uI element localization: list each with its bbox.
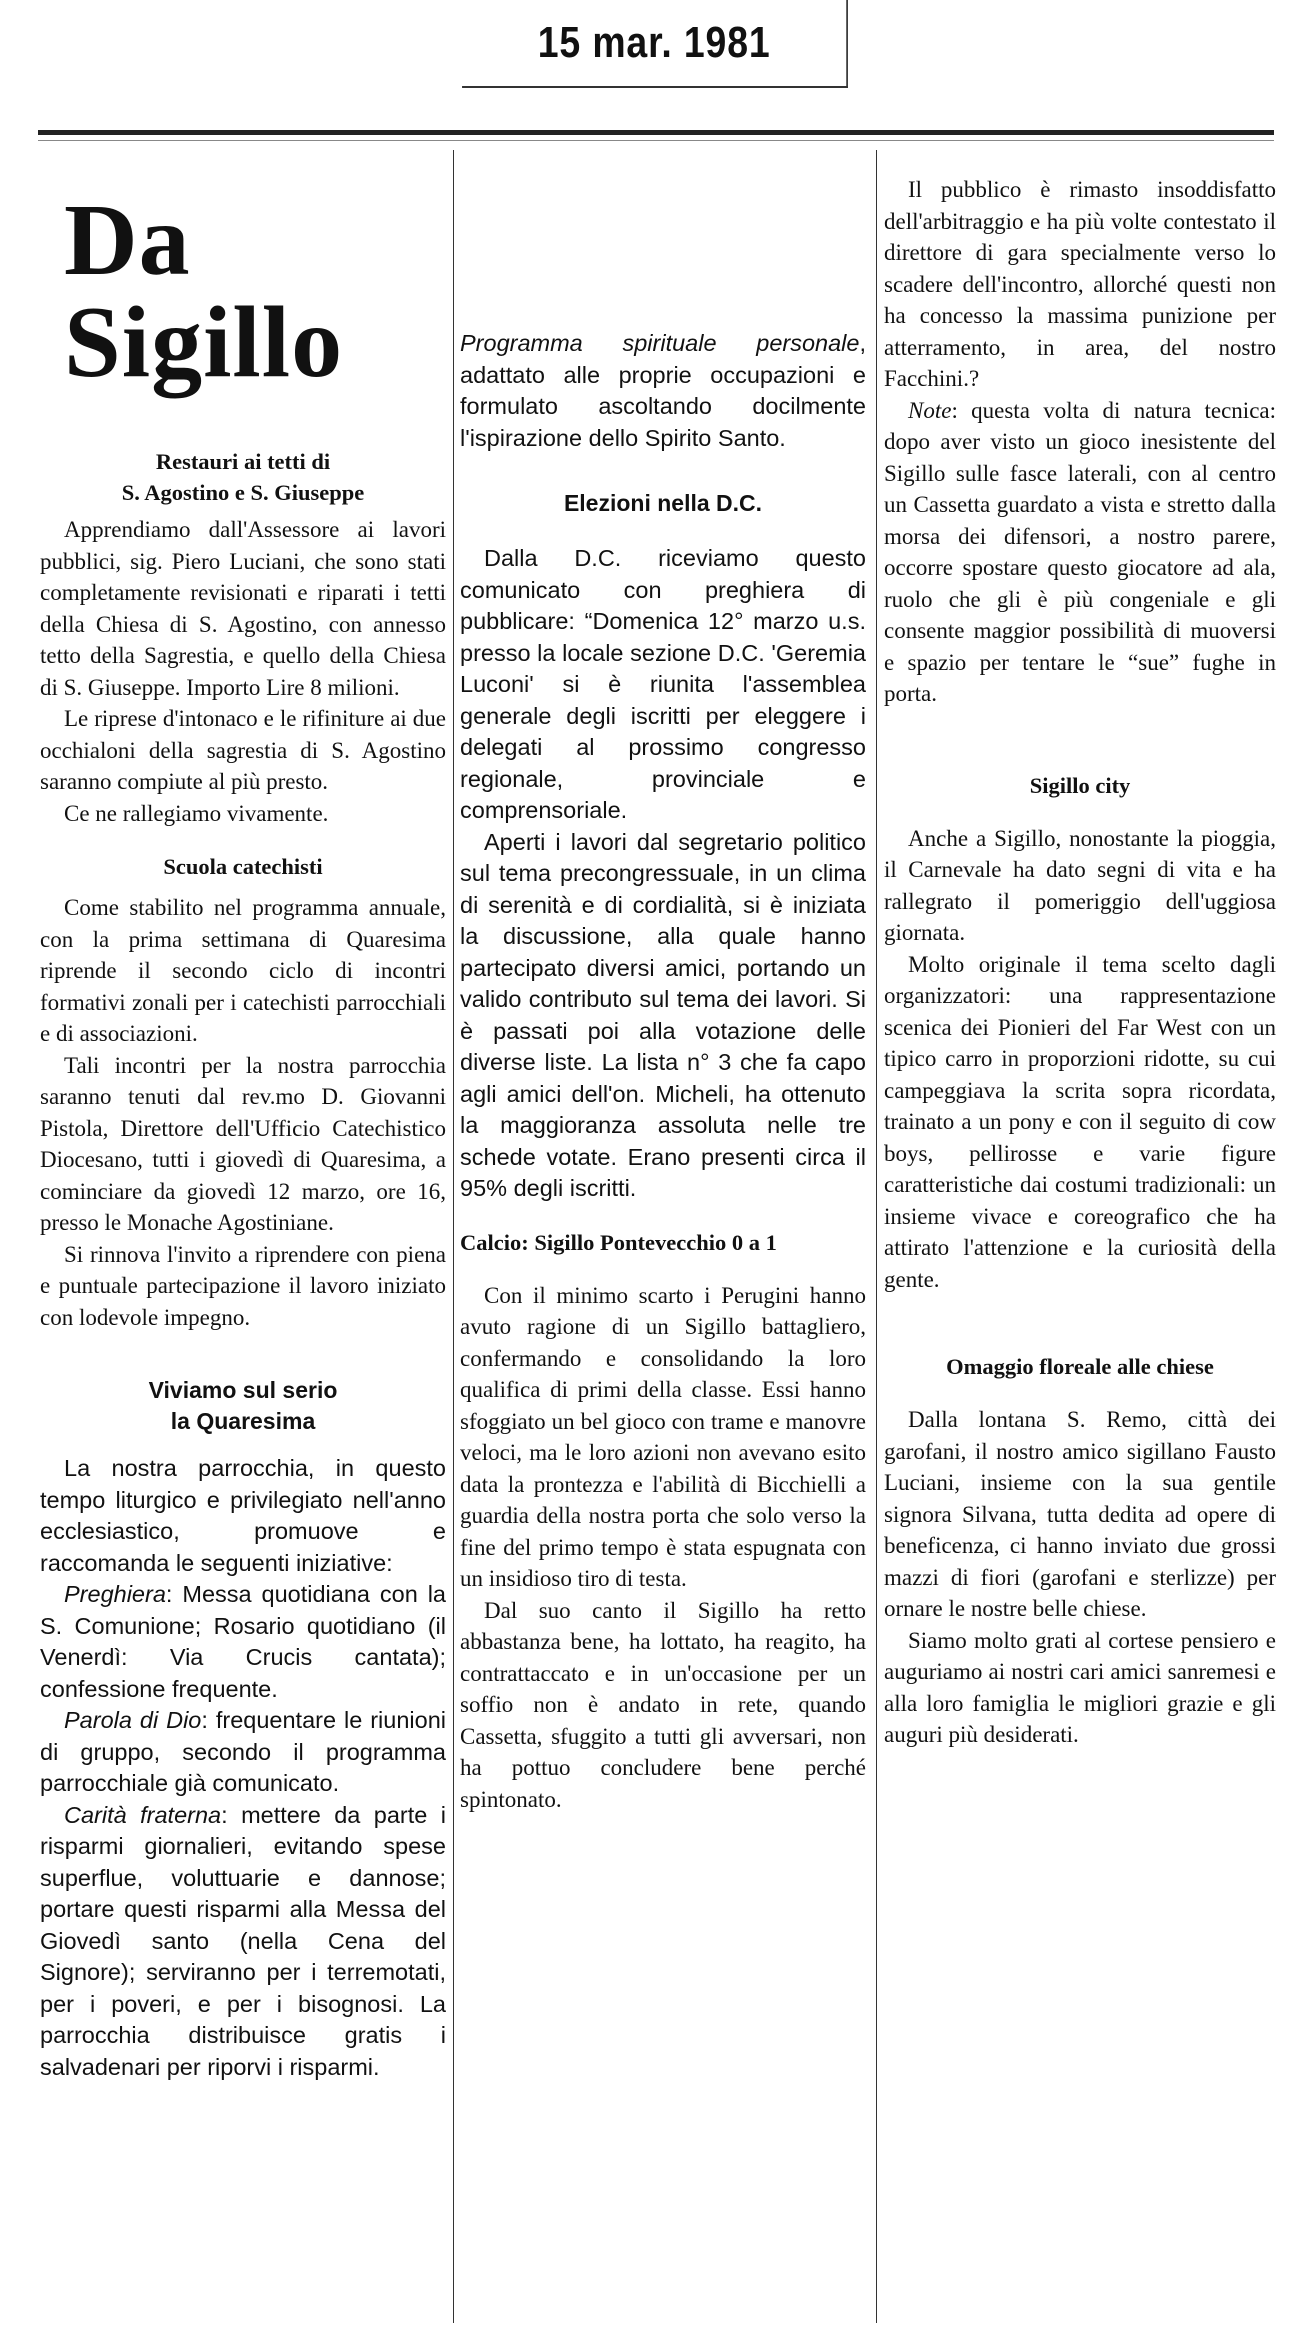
article-title: Calcio: Sigillo Pontevecchio 0 a 1 (460, 1229, 777, 1255)
paragraph: La nostra parrocchia, in questo tempo liturgico e privilegiato nell'anno ecclesiastico, promuove e raccomanda le seguenti iniziative: (40, 1455, 446, 1576)
paragraph: Con il minimo scarto i Perugini hanno avuto ragione di un Sigillo battagliero, confermando e consolidando la loro qualifica di primi della classe. Essi hanno sfoggiato un bel gioco con trame e manovre veloci, ma le loro azioni non avevano esito data la prontezza e l'abilità di Bicchielli a guardia della nostra porta che solo verso la fine del primo tempo è stata espugnata con un insidioso tiro di testa. (460, 1282, 866, 1591)
paragraph: Anche a Sigillo, nonostante la pioggia, il Carnevale ha dato segni di vita e ha rallegrato il pomeriggio dell'uggiosa giornata. (884, 825, 1276, 945)
title-line-2: la Quaresima (170, 1408, 316, 1434)
paragraph: Come stabilito nel programma annuale, con la prima settimana di Quaresima riprende il secondo ciclo di incontri formativi zonali per i catechisti parrocchiali e di associazioni. (40, 895, 446, 1046)
paragraph: Il pubblico è rimasto insoddisfatto dell'arbitraggio e ha più volte contestato il direttore di gara specialmente verso lo scadere dell'incontro, allorché questi non ha concesso la massima punizione per atterramento, in area, del nostro Facchini.? (884, 177, 1276, 391)
article-title: Scuola catechisti (163, 854, 323, 879)
text: , adattato alle proprie occupazioni e formulato ascoltando docilmente l'ispirazione dello Spirito Santo. (460, 330, 866, 451)
paragraph-carita (40, 1800, 446, 2084)
article-calcio (460, 1227, 866, 1816)
paragraph: Apprendiamo dall'Assessore ai lavori pubblici, sig. Piero Luciani, che sono stati completamente revisionati e riparati i tetti della Chiesa di S. Agostino, con annesso tetto della Sagrestia, e quello della Chiesa di S. Giuseppe. Importo Lire 8 milioni. (40, 517, 446, 700)
paragraph: Dalla lontana S. Remo, città dei garofani, il nostro amico sigillano Fausto Luciani, insieme con la sua gentile signora Silvana, tutta dedita ad opere di beneficenza, ci hanno inviato due grossi mazzi di fiori (garofani e sterlizze) per ornare le nostre belle chiese. (884, 1407, 1276, 1621)
title-line-1: Viviamo sul serio (148, 1377, 338, 1403)
text: : mettere da parte i risparmi giornalieri, evitando spese superflue, voluttuarie e dannose; portare questi risparmi alla Messa del Giovedì santo (nella Cena del Signore); serviranno per i terremotati, per i poveri, e per i bisognosi. La parrocchia distribuisce gratis i salvadenari per riporvi i risparmi. (40, 1801, 446, 2080)
title-line-1: Restauri ai tetti di (155, 449, 331, 474)
paragraph-parola (40, 1705, 446, 1800)
paragraph: Dalla D.C. riceviamo questo comunicato con preghiera di pubblicare: “Domenica 12° marzo u.s. presso la locale sezione D.C. 'Geremia Luconi' si è riunita l'assemblea generale degli iscritti per eleggere i delegati al prossimo congresso regionale, provinciale e comprensoriale. (460, 545, 866, 823)
column-divider-2 (876, 150, 877, 2323)
column-2 (460, 150, 866, 2333)
article-omaggio (884, 1351, 1276, 1751)
label: Note (908, 397, 952, 423)
date-label: 15 mar. 1981 (462, 0, 848, 88)
paragraph-preghiera (40, 1579, 446, 1705)
column-1 (40, 150, 446, 2333)
paragraph-note (884, 395, 1276, 710)
title-line-2: S. Agostino e S. Giuseppe (121, 480, 365, 505)
top-rule (38, 130, 1274, 135)
article-city (884, 770, 1276, 1296)
article-scuola (40, 851, 446, 1333)
label: Carità fraterna (64, 1801, 222, 1828)
masthead: Da Sigillo (64, 184, 344, 399)
article-title: Sigillo city (1029, 772, 1131, 798)
label: Programma spirituale personale (460, 330, 860, 356)
paragraph: Molto originale il tema scelto dagli organizzatori: una rappresentazione scenica dei Pionieri del Far West con un tipico carro in proporzioni ridotte, su cui campeggiava la scrita sopra ricordata, trainato a un pony e con il seguito di cow boys, pellirosse e varie figure caratteristiche dai costumi tradizionali: un insieme vivace e coreografico che ha attirato l'attenzione e la curiosità della gente. (884, 951, 1276, 1292)
article-restauri (40, 446, 446, 829)
top-rule-thin (38, 140, 1274, 141)
text: : frequentare le riunioni di gruppo, secondo il programma parrocchiale già comunicato. (40, 1707, 446, 1796)
paragraph: Si rinnova l'invito a riprendere con piena e puntuale partecipazione il lavoro iniziato con lodevole impegno. (40, 1241, 446, 1330)
article-elezioni (460, 488, 866, 1205)
column-divider-1 (453, 150, 454, 2323)
column-3 (884, 150, 1276, 2333)
text: : Messa quotidiana con la S. Comunione; Rosario quotidiano (il Venerdì: Via Crucis cantata); confessione frequente. (40, 1581, 446, 1702)
paragraph: Siamo molto grati al cortese pensiero e auguriamo ai nostri cari amici sanremesi e alla loro famiglia le migliori grazie e gli auguri più desiderati. (884, 1627, 1276, 1747)
paragraph: Tali incontri per la nostra parrocchia saranno tenuti dal rev.mo D. Giovanni Pistola, Direttore dell'Ufficio Catechistico Diocesano, tutti i giovedì di Quaresima, a cominciare da giovedì 12 marzo, ore 16, presso le Monache Agostiniane. (40, 1052, 446, 1235)
label: Parola di Dio (64, 1707, 202, 1733)
paragraph: Ce ne rallegiamo vivamente. (64, 800, 329, 826)
article-title (40, 1375, 446, 1437)
article-title: Omaggio floreale alle chiese (946, 1354, 1214, 1379)
paragraph: Le riprese d'intonaco e le rifiniture ai due occhialoni della sagrestia di S. Agostino saranno compiute al più presto. (40, 706, 446, 794)
article-title (40, 446, 446, 508)
article-quaresima (40, 1375, 446, 2083)
paragraph: Dal suo canto il Sigillo ha retto abbastanza bene, ha lottato, ha reagito, ha contrattaccato e in un'occasione per un soffio non è andato in rete, quando Cassetta, sfuggito a tutti gli avversari, non ha pottuo concludere bene perché spintonato. (460, 1597, 866, 1812)
label: Preghiera (64, 1581, 166, 1607)
text: : questa volta di natura tecnica: dopo aver visto un gioco inesistente del Sigillo sulle fasce laterali, con al centro un Cassetta guardato a vista e stretto dalla morsa dei difensori, a nostro parere, occorre spostare questo giocatore ad ala, ruolo che gli è più congeniale e gli consente maggior possibilità di muoversi e spazio per tentare le “sue” fughe in porta. (884, 397, 1276, 706)
paragraph-programma (460, 328, 866, 454)
paragraph: Aperti i lavori dal segretario politico sul tema precongressuale, in un clima di serenità e di cordialità, si è iniziata la discussione, alla quale hanno partecipato diversi amici, portando un valido contributo sul tema dei lavori. Si è passati poi alla votazione delle diverse liste. La lista n° 3 che fa capo agli amici dell'on. Micheli, ha ottenuto la maggioranza assoluta nelle tre schede votate. Erano presenti circa il 95% degli iscritti. (460, 828, 866, 1201)
article-title: Elezioni nella D.C. (563, 490, 763, 516)
